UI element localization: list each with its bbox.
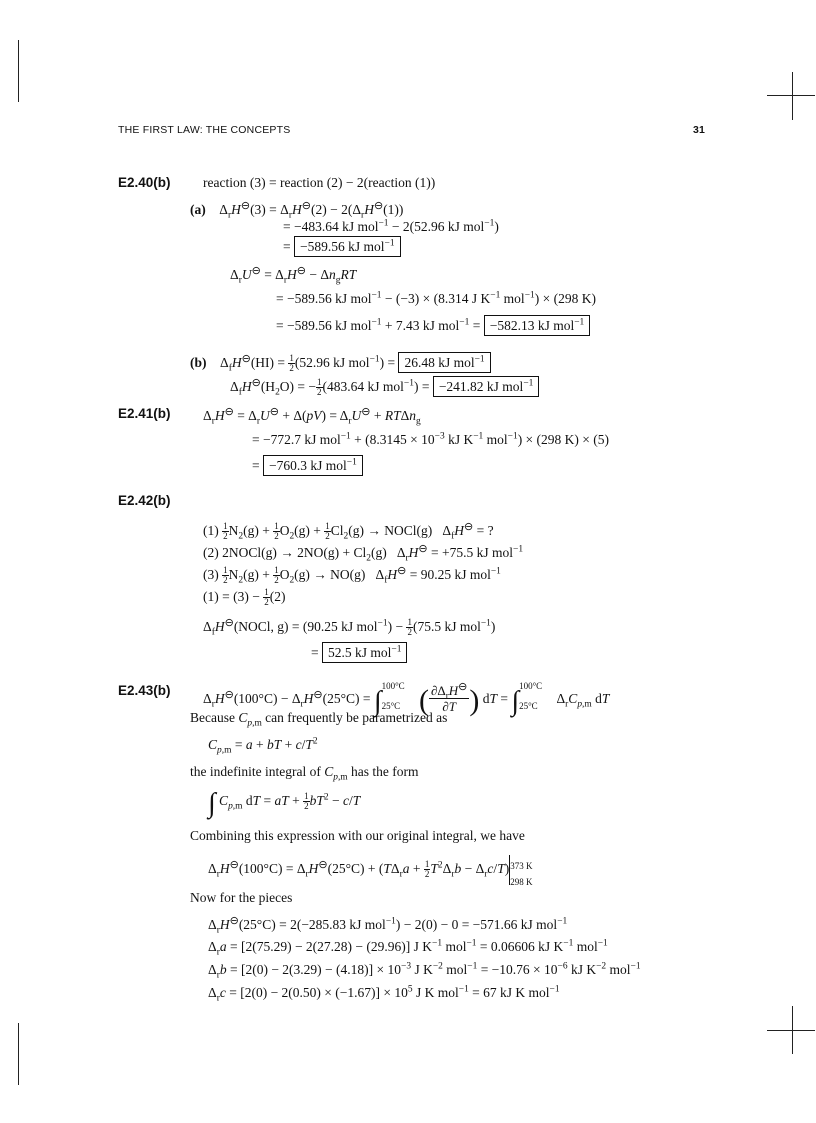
equation-line: $\Delta_rH^⊖(100^\circ C) - \Delta_rH^⊖(25^\circ C)$ = ∫ 100°C 25°C ( $\partial\Delta_rH^⊖$ ∂T ) dT = ∫ 100°C 25°C $\Delta_rC_{p,m}$ dT bbox=[203, 681, 610, 717]
equation-line: $\Delta_rH^⊖ = \Delta_rU^⊖ + \Delta(pV) = \Delta_rU^⊖ + RT\Delta n_g$ bbox=[203, 406, 421, 427]
equation-line: $\Delta_rH^⊖(100^\circ C) = \Delta_rH^⊖(25^\circ C) + (T\Delta_ra$ + $\frac{1}{2}$ $T^2\Delta_rb - \Delta_rc/T$) 373 K 298 K bbox=[208, 855, 532, 890]
page-number: 31 bbox=[693, 124, 706, 136]
body-text: the indefinite integral of $C_{p,m}$ has the form bbox=[190, 764, 419, 783]
equation-line: (b) $\Delta_fH^⊖(HI)$ = $\frac{1}{2}$ (52.96 kJ mol$^{-1}$) = 26.48 kJ mol$^{-1}$ bbox=[190, 354, 491, 373]
boxed-result: 52.5 kJ mol$^{-1}$ bbox=[322, 642, 407, 663]
body-text: Now for the pieces bbox=[190, 890, 293, 905]
equation-line: (2) 2NOCl(g) → $2NO(g) + Cl_2(g) \Delta_rH^⊖ = +75.5$ kJ mol$^{-1}$ bbox=[203, 543, 524, 564]
equation-line: (1) $\frac{1}{2}$ $N_2(g)$ + $\frac{1}{2}$ $O_2(g)$ + $\frac{1}{2}$ $Cl_2(g)$ → NOCl(g) $\Delta_fH^⊖$ = ? bbox=[203, 521, 494, 542]
exercise-label: E2.41(b) bbox=[118, 406, 171, 421]
equation-line: $\Delta_rU^⊖ = \Delta_rH^⊖ - \Delta n_gRT$ bbox=[230, 265, 357, 286]
equation-line: = −772.7 kJ $mol^{-1} + (8.3145 \times 10^{-3}$ kJ $K^{-1}$ mol$^{-1}$) × (298 K) × (5) bbox=[252, 431, 610, 447]
equation-line: = −483.64 kJ mol$^{-1}$ − 2(52.96 kJ mol$^{-1}$) bbox=[283, 218, 499, 234]
exercise-label: E2.42(b) bbox=[118, 493, 171, 508]
exercise-label: E2.40(b) bbox=[118, 175, 171, 190]
crop-mark bbox=[767, 1030, 815, 1031]
boxed-result: −760.3 kJ mol$^{-1}$ bbox=[263, 455, 363, 476]
equation-line: = −589.56 kJ mol$^{-1}$ − (−3) × (8.314 J $K^{-1}$ mol$^{-1}$) × (298 K) bbox=[276, 290, 596, 306]
equation-line: (a) $\Delta_rH^⊖(3) = \Delta_rH^⊖(2) - 2(\Delta_rH^⊖(1))$ bbox=[190, 200, 404, 221]
crop-mark bbox=[767, 95, 815, 96]
equation-line: $\Delta_fH^⊖(NOCl$, g) = (90.25 kJ mol$^{-1}$) − $\frac{1}{2}$ (75.5 kJ mol$^{-1}$) bbox=[203, 617, 496, 638]
exercise-label: E2.43(b) bbox=[118, 683, 171, 698]
crop-mark bbox=[792, 1006, 793, 1054]
boxed-result: −241.82 kJ mol$^{-1}$ bbox=[433, 376, 540, 397]
equation-line: $\Delta_rc = [2(0) - 2(0.50) \times (-1.67)] \times 10^5$ J K mol$^{-1}$ = 67 kJ K mol$^{-1}$ bbox=[208, 984, 560, 1004]
equation-line: $\Delta_rH^⊖(25^\circ C) = 2(-285.83$ kJ mol$^{-1}$) − 2(0) − 0 = −571.66 kJ mol$^{-1}$ bbox=[208, 915, 568, 936]
equation-line: $\Delta_ra = [2(75.29) - 2(27.28) - (29.96)]$ J $K^{-1}$ mol$^{-1}$ = 0.06606 kJ $K^{-1}$ mol$^{-1}$ bbox=[208, 938, 608, 958]
boxed-result: 26.48 kJ mol$^{-1}$ bbox=[398, 352, 490, 373]
equation-line: = −589.56 kJ mol$^{-1}$ bbox=[283, 240, 401, 254]
body-text: Combining this expression with our original integral, we have bbox=[190, 828, 525, 843]
equation-line: = −760.3 kJ mol$^{-1}$ bbox=[252, 459, 363, 473]
body-text: Because $C_{p,m}$ can frequently be parametrized as bbox=[190, 710, 448, 729]
equation-line: = −589.56 kJ mol$^{-1}$ + 7.43 kJ mol$^{-1}$ = −582.13 kJ mol$^{-1}$ bbox=[276, 319, 590, 333]
crop-mark bbox=[18, 40, 19, 102]
equation-line: = 52.5 kJ mol$^{-1}$ bbox=[311, 646, 407, 660]
equation-line: (1) = (3) − $\frac{1}{2}$ (2) bbox=[203, 587, 286, 607]
running-title: THE FIRST LAW: THE CONCEPTS bbox=[118, 124, 291, 136]
equation-line: (3) $\frac{1}{2}$ $N_2(g)$ + $\frac{1}{2}$ $O_2(g) \to NO(g) \Delta_fH^⊖ = 90.25$ kJ mol$^{-1}$ bbox=[203, 565, 501, 586]
equation-line: $C_{p,m} = a$ + bT + $c/T^2$ bbox=[208, 736, 318, 756]
equation-line: reaction (3) = reaction (2) − 2(reaction (1)) bbox=[203, 175, 436, 190]
boxed-result: −589.56 kJ mol$^{-1}$ bbox=[294, 236, 401, 257]
boxed-result: −582.13 kJ mol$^{-1}$ bbox=[484, 315, 591, 336]
crop-mark bbox=[792, 72, 793, 120]
equation-line: $\Delta_fH^⊖(H_2O)$ = − $\frac{1}{2}$ (483.64 kJ mol$^{-1}$) = −241.82 kJ mol$^{-1}$ bbox=[230, 378, 539, 397]
crop-mark bbox=[18, 1023, 19, 1085]
equation-line: $\Delta_rb = [2(0) - 2(3.29) - (4.18)] \times 10^{-3}$ J $K^{-2}$ $mol^{-1} = -10.76 \times 10^{-6}$ kJ $K^{-2}$ mol$^{-1}$ bbox=[208, 961, 641, 981]
equation-line: ∫ $C_{p,m}$ dT = aT + $\frac{1}{2}$ $bT^2 - c/T$ bbox=[208, 788, 361, 819]
